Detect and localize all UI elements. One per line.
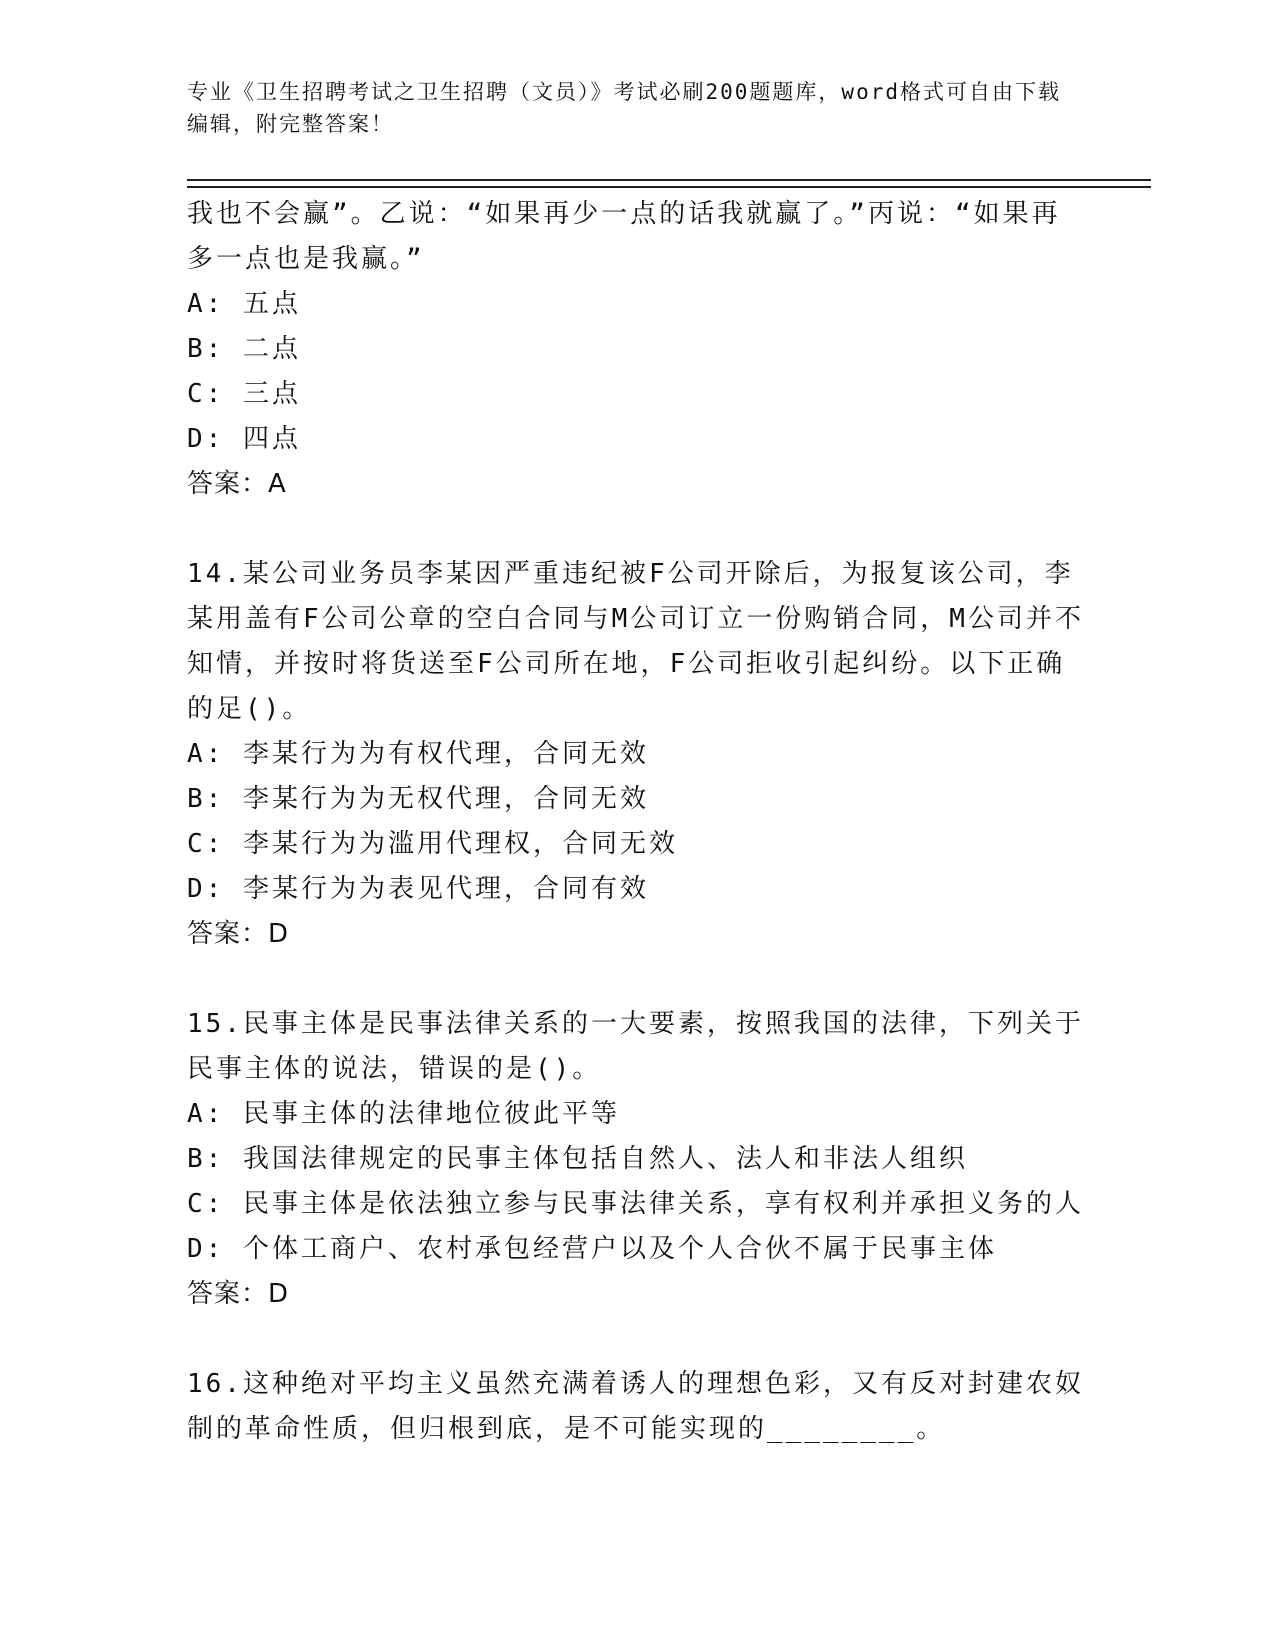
option-b: B: 二点	[187, 334, 301, 364]
header-divider-bottom	[187, 186, 1151, 188]
answer: 答案：A	[187, 469, 287, 499]
question-14	[187, 552, 1087, 957]
question-16	[187, 1362, 1087, 1452]
option-a: A: 民事主体的法律地位彼此平等	[187, 1099, 620, 1129]
question-15	[187, 1002, 1087, 1317]
option-a: A: 五点	[187, 289, 301, 319]
header-divider-top	[187, 179, 1151, 181]
question-13-fragment	[187, 192, 1087, 507]
question-text: 15.民事主体是民事法律关系的一大要素，按照我国的法律，下列关于民事主体的说法，错误的是()。	[187, 1009, 1084, 1084]
answer: 答案：D	[187, 1279, 290, 1309]
option-a: A: 李某行为为有权代理，合同无效	[187, 739, 649, 769]
page-header: 专业《卫生招聘考试之卫生招聘（文员）》考试必刷200题题库，word格式可自由下载编辑，附完整答案！	[187, 80, 1061, 136]
option-c: C: 民事主体是依法独立参与民事法律关系，享有权利并承担义务的人	[187, 1189, 1084, 1219]
document-body	[187, 192, 1087, 1452]
question-text: 14.某公司业务员李某因严重违纪被F公司开除后，为报复该公司，李某用盖有F公司公章的空白合同与M公司订立一份购销合同，M公司并不知情，并按时将货送至F公司所在地，F公司拒收引起纠纷。以下正确的足()。	[187, 559, 1084, 724]
option-d: D: 李某行为为表见代理，合同有效	[187, 874, 649, 904]
option-d: D: 四点	[187, 424, 301, 454]
option-c: C: 李某行为为滥用代理权，合同无效	[187, 829, 678, 859]
option-d: D: 个体工商户、农村承包经营户以及个人合伙不属于民事主体	[187, 1234, 997, 1264]
question-text: 16.这种绝对平均主义虽然充满着诱人的理想色彩，又有反对封建农奴制的革命性质，但归根到底，是不可能实现的________。	[187, 1369, 1084, 1444]
option-c: C: 三点	[187, 379, 301, 409]
answer: 答案：D	[187, 919, 290, 949]
option-b: B: 我国法律规定的民事主体包括自然人、法人和非法人组织	[187, 1144, 968, 1174]
option-b: B: 李某行为为无权代理，合同无效	[187, 784, 649, 814]
question-text: 我也不会赢”。乙说：“如果再少一点的话我就赢了。”丙说：“如果再多一点也是我赢。”	[187, 199, 1061, 274]
